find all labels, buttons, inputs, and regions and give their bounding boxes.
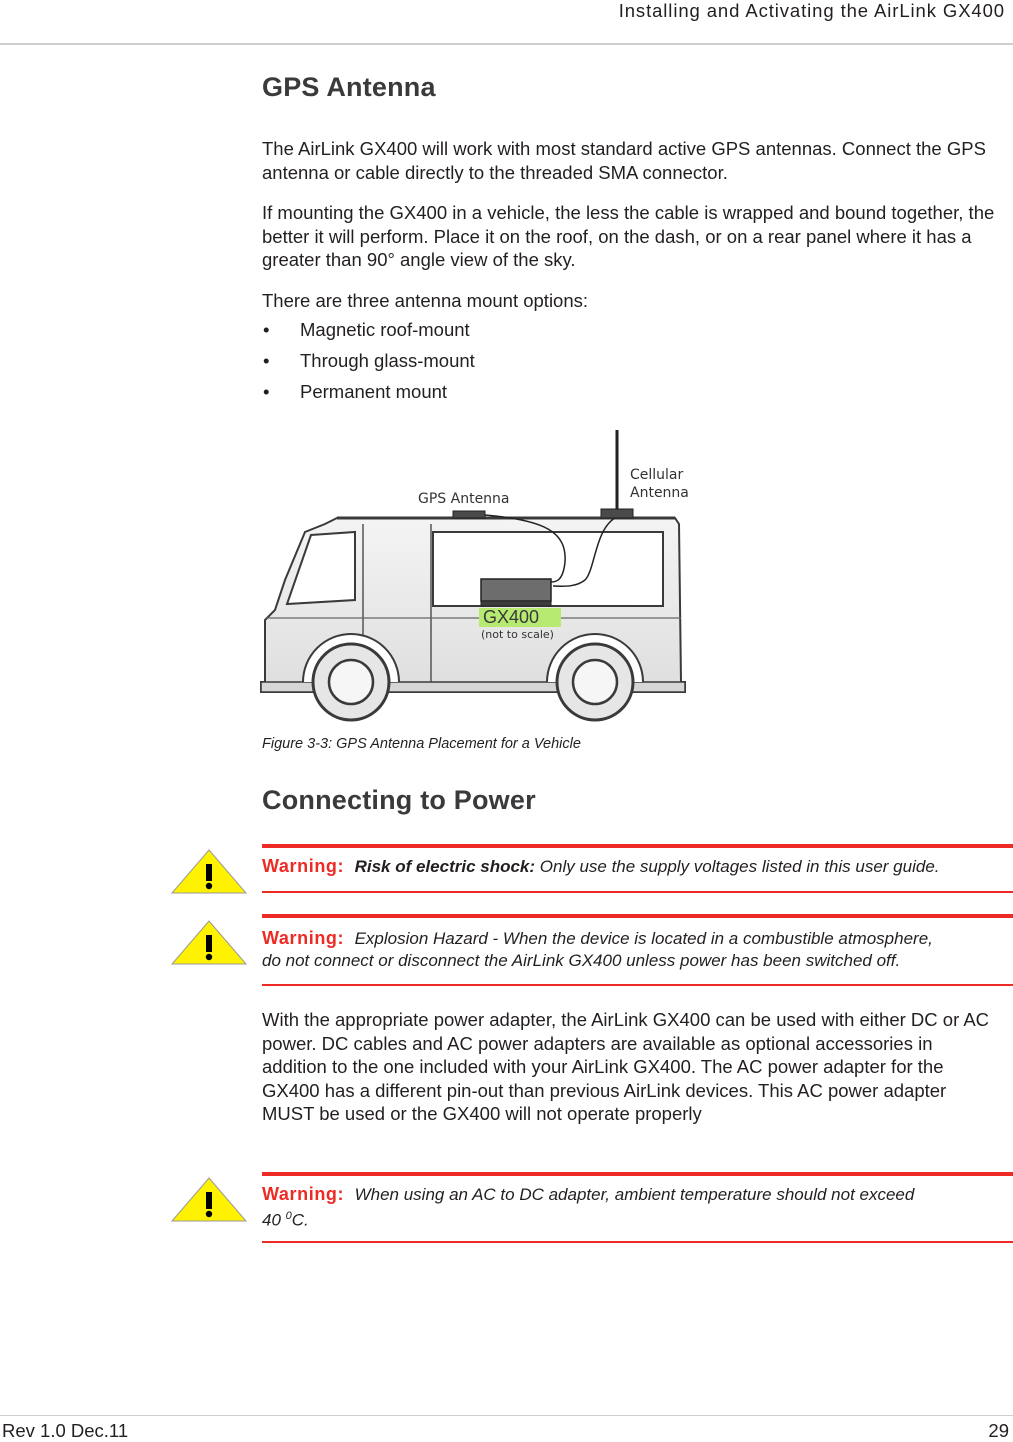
section-heading-connecting-to-power: Connecting to Power [262,785,536,815]
scale-note: (not to scale) [481,628,554,641]
list-item-text: Permanent mount [300,381,448,402]
warning-bottom-rule [262,1241,1013,1243]
cellular-antenna-label-line2: Antenna [630,485,689,501]
rear-wheel [557,644,633,720]
footer-revision: Rev 1.0 Dec.11 [2,1420,129,1441]
warning-1-body: Only use the supply voltages listed in this user guide. [535,857,940,876]
footer-divider [0,1415,1013,1416]
gps-paragraph-1: The AirLink GX400 will work with most standard active GPS antennas. Connect the GPS antenna or cable directly to the threaded SMA connector. [262,138,986,183]
warning-bottom-rule [262,984,1013,986]
warning-3-text-line2 [262,1206,914,1231]
warning-2 [262,928,933,971]
warning-top-rule [262,914,1013,918]
warning-3 [262,1184,914,1231]
warning-1 [262,856,940,877]
gps-antenna-icon [453,511,485,518]
warning-triangle-icon [170,1175,248,1223]
cellular-antenna-label-line1: Cellular [630,467,684,483]
warning-top-rule [262,844,1013,848]
bullet-icon: • [263,350,270,371]
warning-top-rule [262,1172,1013,1176]
warning-1-text [355,857,940,876]
figure-caption: Figure 3-3: GPS Antenna Placement for a Vehicle [262,736,581,752]
warning-label: Warning: [262,1184,345,1204]
gps-antenna-label: GPS Antenna [418,491,510,507]
temperature-unit: C. [291,1210,309,1230]
bullet-icon: • [263,381,270,402]
gps-paragraph-2: If mounting the GX400 in a vehicle, the less the cable is wrapped and bound together, the better it will perform. Place it on the roof, on the dash, or on a rear panel where it has a greater than 90° angle view of the sky. [262,202,995,270]
temperature-value: 40 [262,1210,286,1230]
warning-label: Warning: [262,856,345,876]
warning-2-text-line1: Explosion Hazard - When the device is located in a combustible atmosphere, [354,929,933,948]
gx400-device-icon [481,579,551,601]
degree-superscript: 0 [285,1210,292,1222]
gps-paragraph-3: There are three antenna mount options: [262,290,589,311]
warning-2-text-line2: do not connect or disconnect the AirLink GX400 unless power has been switched off. [262,951,901,970]
header-divider [0,43,1013,45]
running-header: Installing and Activating the AirLink GX400 [618,0,1005,21]
warning-triangle-icon [170,918,248,966]
gx400-label: GX400 [483,607,540,627]
warning-3-text-line1: When using an AC to DC adapter, ambient temperature should not exceed [354,1185,915,1204]
page-number: 29 [988,1420,1009,1441]
list-item-text: Through glass-mount [300,350,475,371]
van-antenna-diagram [255,420,705,725]
bullet-icon: • [263,319,270,340]
cellular-antenna-icon [601,430,633,518]
list-item-text: Magnetic roof-mount [300,319,470,340]
section-heading-gps-antenna: GPS Antenna [262,72,436,102]
warning-triangle-icon [170,847,248,895]
warning-bottom-rule [262,891,1013,893]
warning-label: Warning: [262,928,345,948]
front-wheel [313,644,389,720]
power-paragraph: With the appropriate power adapter, the AirLink GX400 can be used with either DC or AC power. DC cables and AC power adapters are available as optional accessories in addition to the one included with your AirLink GX400. The AC power adapter for the GX400 has a different pin-out than previous AirLink devices. This AC power adapter MUST be used or the GX400 will not operate properly [262,1009,990,1124]
warning-1-emphasis: Risk of electric shock: [354,857,536,876]
